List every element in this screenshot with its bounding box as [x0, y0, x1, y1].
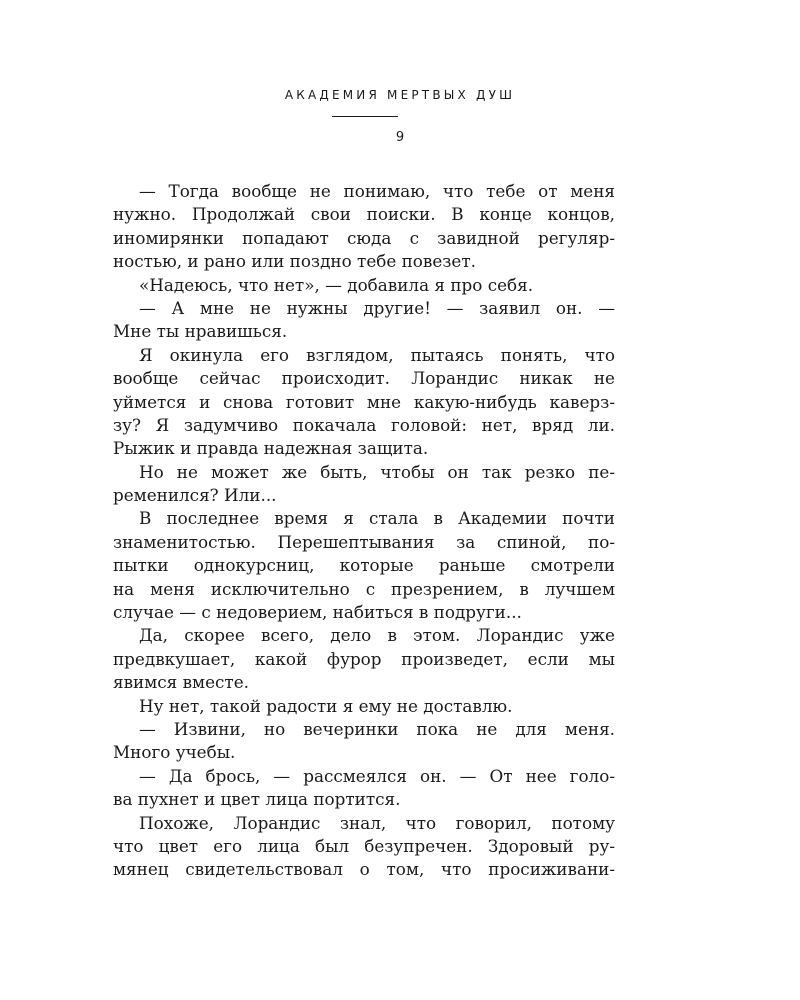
- text-line: вообще сейчас происходит. Лорандис никак не: [113, 368, 615, 389]
- text-line: пытки однокурсниц, которые раньше смотрели: [113, 555, 615, 576]
- text-line: знаменитостью. Перешептывания за спиной, по-: [113, 531, 615, 552]
- text-line: Мне ты нравишься.: [113, 321, 288, 342]
- text-line: ностью, и рано или поздно тебе повезет.: [113, 251, 476, 272]
- header-divider: [332, 116, 398, 117]
- text-line: — Да брось, — рассмеялся он. — От нее голо-: [139, 765, 615, 786]
- text-line: — Тогда вообще не понимаю, что тебе от меня: [139, 181, 615, 201]
- text-line: ва пухнет и цвет лица портится.: [113, 789, 401, 810]
- running-head-title: АКАДЕМИЯ МЕРТВЫХ ДУШ: [284, 88, 516, 102]
- text-line: что цвет его лица был безупречен. Здоровый ру-: [113, 835, 615, 856]
- text-line: иномирянки попадают сюда с завидной регуляр-: [113, 227, 615, 248]
- text-line: Да, скорее всего, дело в этом. Лорандис уже: [139, 625, 615, 646]
- text-line: мянец свидетельствовал о том, что просиживани-: [113, 859, 615, 880]
- text-line: Но не может же быть, чтобы он так резко пе-: [139, 461, 615, 482]
- text-line: ременился? Или...: [113, 485, 277, 506]
- text-line: Рыжик и правда надежная защита.: [113, 438, 429, 459]
- text-line: нужно. Продолжай свои поиски. В конце концов,: [113, 204, 615, 225]
- text-line: зу? Я задумчиво покачала головой: нет, вряд ли.: [113, 414, 615, 435]
- text-line: предвкушает, какой фурор произведет, если мы: [113, 648, 615, 669]
- text-line: Я окинула его взглядом, пытаясь понять, что: [139, 344, 615, 365]
- text-line: явимся вместе.: [113, 672, 249, 693]
- page-number: 9: [395, 130, 405, 145]
- body-text: [113, 180, 615, 882]
- text-line: Много учебы.: [113, 742, 236, 763]
- text-line: Похоже, Лорандис знал, что говорил, потому: [139, 812, 615, 833]
- text-line: — А мне не нужны другие! — заявил он. —: [139, 297, 615, 318]
- text-line: Ну нет, такой радости я ему не доставлю.: [139, 695, 513, 716]
- text-line: В последнее время я стала в Академии почти: [139, 508, 615, 529]
- text-line: «Надеюсь, что нет», — добавила я про себя.: [139, 274, 534, 295]
- text-line: случае — с недоверием, набиться в подруги...: [113, 602, 522, 623]
- text-line: на меня исключительно с презрением, в лучшем: [113, 578, 615, 599]
- text-line: — Извини, но вечеринки пока не для меня.: [139, 718, 615, 739]
- text-line: уймется и снова готовит мне какую-нибудь каверз-: [113, 391, 615, 412]
